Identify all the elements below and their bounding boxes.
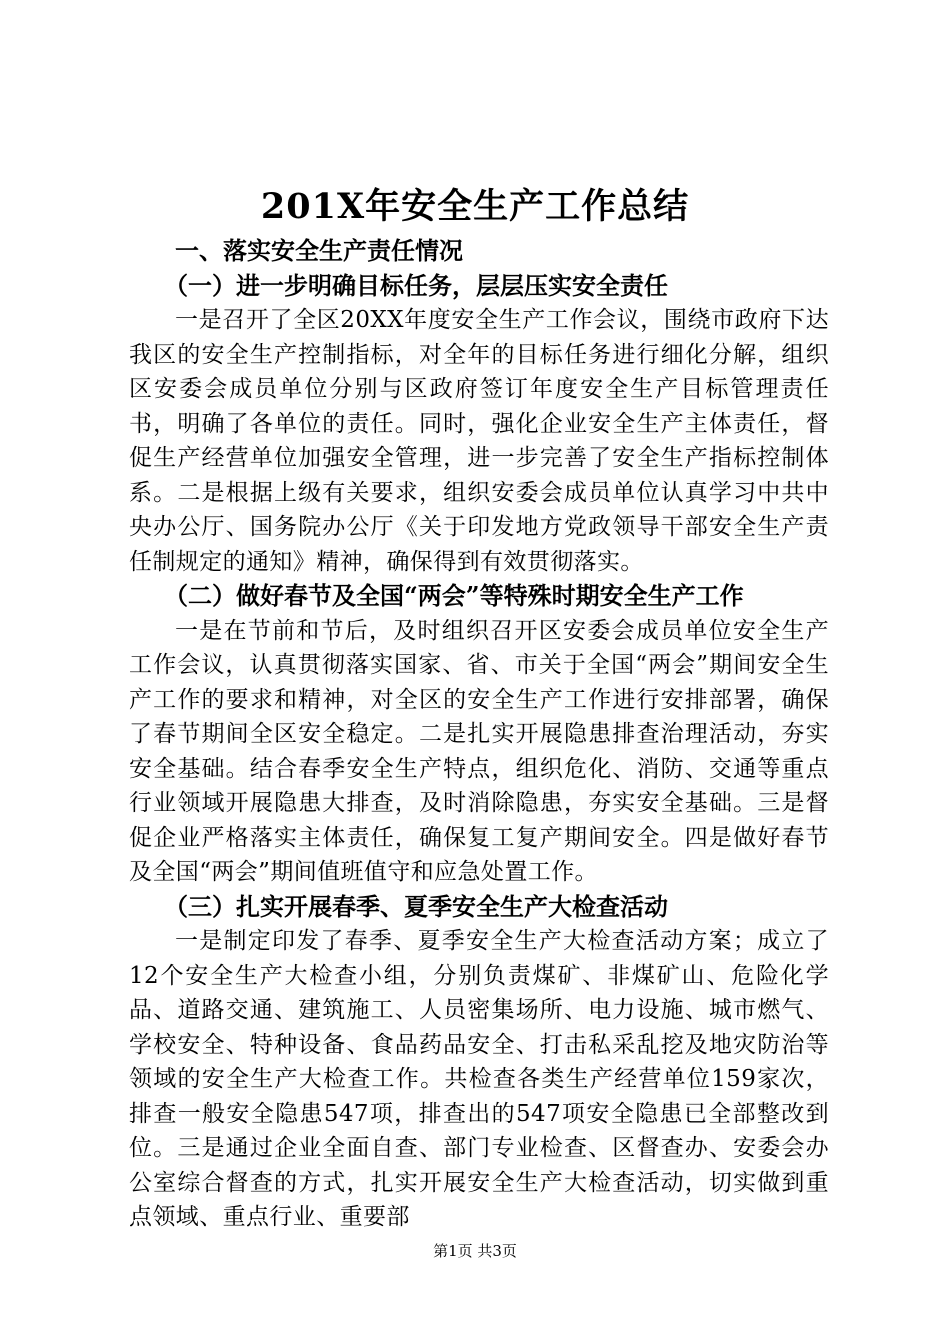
paragraph-2: 一是在节前和节后，及时组织召开区安委会成员单位安全生产工作会议，认真贯彻落实国家、省、市关于全国“两会”期间安全生产工作的要求和精神，对全区的安全生产工作进行安排部署，确保了春节期间全区安全稳定。二是扎实开展隐患排查治理活动，夯实安全基础。结合春季安全生产特点，组织危化、消防、交通等重点行业领域开展隐患大排查，及时消除隐患，夯实安全基础。三是督促企业严格落实主体责任，确保复工复产期间安全。四是做好春节及全国“两会”期间值班值守和应急处置工作。 <box>129 617 829 885</box>
subsection-heading-2: （二）做好春节及全国“两会”等特殊时期安全生产工作 <box>164 581 744 610</box>
document-body <box>129 234 829 1235</box>
document-title: 201X年安全生产工作总结 <box>260 186 690 227</box>
subsection-heading-1: （一）进一步明确目标任务，层层压实安全责任 <box>164 270 668 300</box>
page-footer: 第1页 共3页 <box>433 1242 517 1260</box>
paragraph-3: 一是制定印发了春季、夏季安全生产大检查活动方案；成立了12个安全生产大检查小组，分别负责煤矿、非煤矿山、危险化学品、道路交通、建筑施工、人员密集场所、电力设施、城市燃气、学校安全、特种设备、食品药品安全、打击私采乱挖及地灾防治等领域的安全生产大检查工作。共检查各类生产经营单位159家次，排查一般安全隐患547项，排查出的547项安全隐患已全部整改到位。三是通过企业全面自查、部门专业检查、区督查办、安委会办公室综合督查的方式，扎实开展安全生产大检查活动，切实做到重点领域、重点行业、重要部 <box>129 928 829 1230</box>
subsection-heading-3: （三）扎实开展春季、夏季安全生产大检查活动 <box>164 891 668 921</box>
paragraph-1: 一是召开了全区20XX年度安全生产工作会议，围绕市政府下达我区的安全生产控制指标，对全年的目标任务进行细化分解，组织区安委会成员单位分别与区政府签订年度安全生产目标管理责任书，明确了各单位的责任。同时，强化企业安全生产主体责任，督促生产经营单位加强安全管理，进一步完善了安全生产指标控制体系。二是根据上级有关要求，组织安委会成员单位认真学习中共中央办公厅、国务院办公厅《关于印发地方党政领导干部安全生产责任制规定的通知》精神，确保得到有效贯彻落实。 <box>129 307 829 575</box>
section-heading-main: 一、落实安全生产责任情况 <box>175 236 463 265</box>
